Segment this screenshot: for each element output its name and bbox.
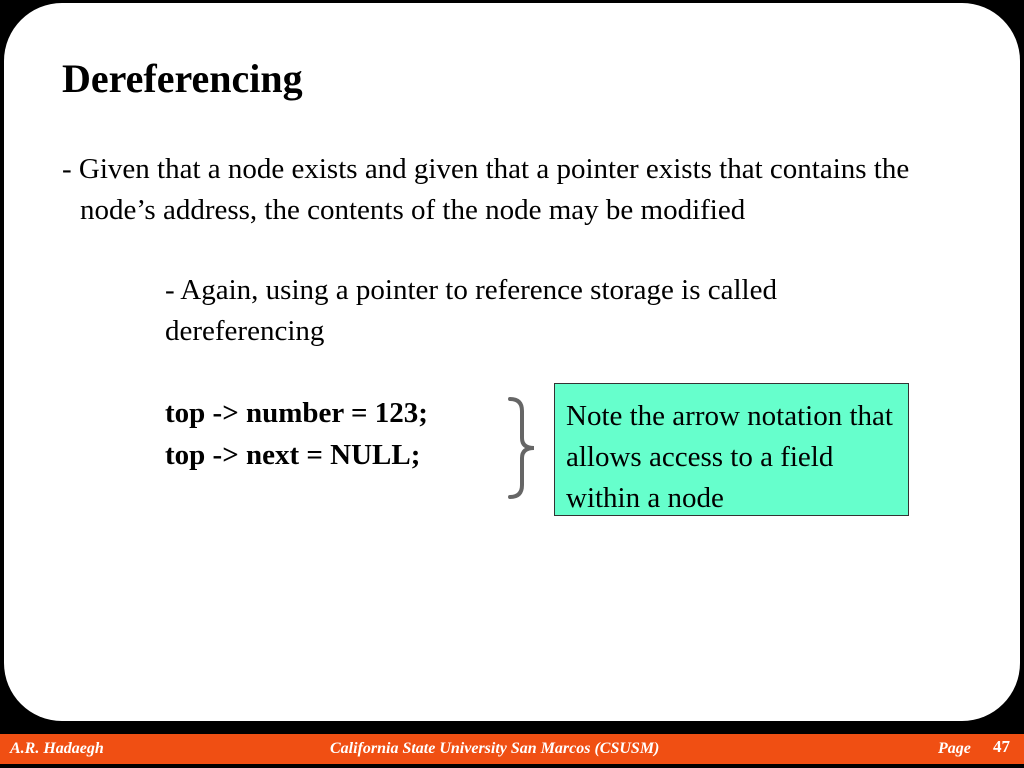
sub-paragraph: - Again, using a pointer to reference storage is called dereferencing [165, 274, 777, 347]
code-line: top -> number = 123; [165, 397, 428, 429]
footer-school: California State University San Marcos (CSUSM) [330, 740, 660, 757]
footer-page-number: 47 [993, 737, 1010, 756]
main-paragraph: - Given that a node exists and given that a pointer exists that contains the node’s address, the contents of the node may be modified [62, 153, 910, 226]
footer-author: A.R. Hadaegh [10, 740, 104, 757]
footer-bar [0, 734, 1024, 764]
footer-page-label: Page [938, 740, 971, 757]
note-box: Note the arrow notation that allows access to a field within a node [554, 383, 909, 516]
slide-title: Dereferencing [62, 56, 303, 101]
right-brace-icon [498, 395, 546, 501]
code-line: top -> next = NULL; [165, 439, 421, 471]
slide-canvas [4, 3, 1020, 721]
